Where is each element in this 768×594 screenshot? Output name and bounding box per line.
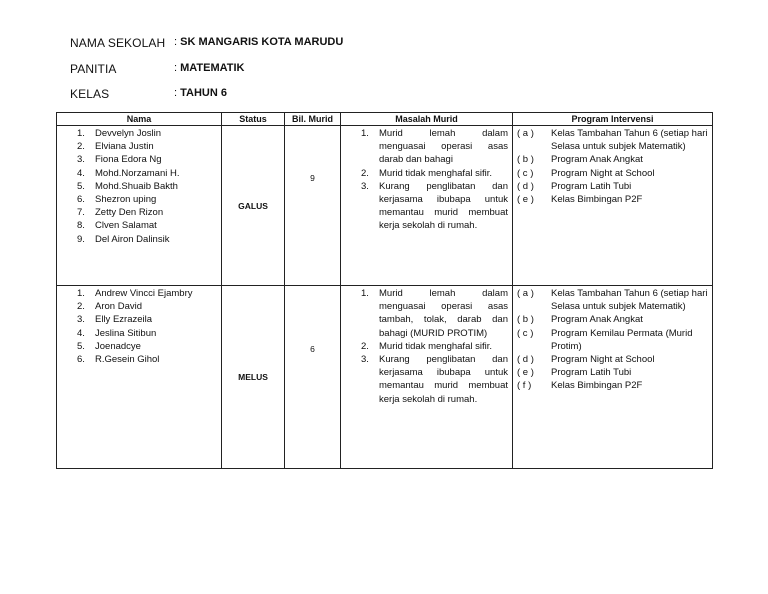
program-item [513, 153, 712, 166]
student-name: Elviana Justin [95, 141, 154, 153]
list-number: 1. [77, 128, 85, 139]
student-name: Devvelyn Joslin [95, 128, 161, 139]
list-number: 4. [77, 327, 85, 339]
count-cell: 9 [285, 126, 341, 286]
student-name: Joenadcye [95, 340, 141, 352]
list-number: 3. [361, 354, 369, 366]
class-label: KELAS [70, 87, 110, 101]
program-text: Program Night at School [551, 167, 655, 179]
program-text: Program Anak Angkat [551, 314, 643, 326]
list-number: 9. [77, 233, 85, 245]
student-name-item [57, 327, 221, 340]
student-name: Del Airon Dalinsik [95, 233, 170, 245]
student-name-item [57, 153, 221, 166]
program-text: Program Latih Tubi [551, 180, 632, 192]
list-number: 2. [361, 340, 369, 352]
program-item [513, 366, 712, 379]
problem-item [341, 353, 512, 406]
student-name-item [57, 180, 221, 193]
list-number: 2. [77, 141, 85, 153]
student-name-item [57, 353, 221, 366]
problem-text: Murid tidak menghafal sifir. [379, 340, 492, 352]
list-number: 1. [361, 128, 369, 139]
problem-item [341, 167, 512, 180]
list-number: 5. [77, 180, 85, 192]
problem-text: Murid tidak menghafal sifir. [379, 167, 492, 179]
student-name: Mohd.Shuaib Bakth [95, 180, 178, 192]
program-key: ( a ) [517, 288, 534, 299]
problem-item [341, 180, 512, 233]
program-text: Program Anak Angkat [551, 154, 643, 166]
col-bil-murid: Bil. Murid [285, 113, 341, 126]
col-nama: Nama [57, 113, 222, 126]
list-number: 7. [77, 207, 85, 219]
student-name: Aron David [95, 301, 142, 313]
student-name: Zetty Den Rizon [95, 207, 164, 219]
problem-item [341, 340, 512, 353]
student-name: Shezron uping [95, 194, 157, 206]
program-key: ( c ) [517, 167, 534, 179]
program-text: Program Night at School [551, 354, 655, 366]
student-name-item [57, 193, 221, 206]
table-row [57, 126, 713, 286]
list-number: 8. [77, 220, 85, 232]
student-name-item [57, 140, 221, 153]
student-name-item [57, 167, 221, 180]
program-text: Program Kemilau Permata (Murid Protim) [551, 327, 693, 352]
panel-label: PANITIA [70, 62, 117, 76]
program-key: ( d ) [517, 354, 534, 366]
program-key: ( e ) [517, 367, 534, 379]
problem-item [341, 287, 512, 340]
program-key: ( b ) [517, 314, 534, 326]
student-name: R.Gesein Gihol [95, 354, 160, 366]
student-name: Clven Salamat [95, 220, 157, 232]
problem-text: Kurang penglibatan dan kerjasama ibubapa untuk memantau murid membuat kerja sekolah di rumah. [379, 180, 508, 232]
list-number: 1. [77, 288, 85, 299]
intervention-table [56, 112, 713, 469]
list-number: 6. [77, 354, 85, 366]
col-masalah-murid: Masalah Murid [341, 113, 513, 126]
program-item [513, 353, 712, 366]
col-program-intervensi: Program Intervensi [513, 113, 713, 126]
problem-text: Murid lemah dalam menguasai operasi asas tambah, tolak, darab dan bahagi (MURID PROTIM) [379, 288, 508, 339]
school-label: NAMA SEKOLAH [70, 36, 166, 50]
student-name-item [57, 287, 221, 300]
program-item [513, 167, 712, 180]
program-item [513, 379, 712, 392]
school-value: : SK MANGARIS KOTA MARUDU [174, 36, 344, 48]
list-number: 2. [77, 301, 85, 313]
program-key: ( e ) [517, 194, 534, 206]
programs-cell [513, 286, 713, 469]
names-cell [57, 126, 222, 286]
program-text: Kelas Bimbingan P2F [551, 380, 643, 392]
list-number: 3. [77, 154, 85, 166]
list-number: 5. [77, 340, 85, 352]
student-name-item [57, 300, 221, 313]
program-text: Kelas Bimbingan P2F [551, 194, 643, 206]
student-name-item [57, 206, 221, 219]
program-key: ( f ) [517, 380, 532, 392]
program-text: Program Latih Tubi [551, 367, 632, 379]
table-header-row [57, 113, 713, 126]
problems-cell [341, 286, 513, 469]
student-name: Elly Ezrazeila [95, 314, 153, 326]
student-name: Jeslina Sitibun [95, 327, 157, 339]
list-number: 6. [77, 194, 85, 206]
program-text: Kelas Tambahan Tahun 6 (setiap hari Selasa untuk subjek Matematik) [551, 128, 708, 153]
student-name-item [57, 340, 221, 353]
table-row [57, 286, 713, 469]
program-item [513, 287, 712, 313]
program-item [513, 127, 712, 153]
student-name-item [57, 233, 221, 246]
program-item [513, 193, 712, 206]
problem-text: Murid lemah dalam menguasai operasi asas darab dan bahagi [379, 128, 508, 166]
program-item [513, 327, 712, 353]
problem-item [341, 127, 512, 167]
program-text: Kelas Tambahan Tahun 6 (setiap hari Selasa untuk subjek Matematik) [551, 288, 708, 313]
program-item [513, 180, 712, 193]
status-cell: MELUS [222, 286, 285, 469]
panel-value: : MATEMATIK [174, 62, 245, 74]
names-cell [57, 286, 222, 469]
programs-cell [513, 126, 713, 286]
student-name-item [57, 127, 221, 140]
count-cell: 6 [285, 286, 341, 469]
col-status: Status [222, 113, 285, 126]
list-number: 3. [361, 180, 369, 192]
program-key: ( d ) [517, 180, 534, 192]
student-name: Mohd.Norzamani H. [95, 167, 180, 179]
list-number: 3. [77, 314, 85, 326]
class-value: : TAHUN 6 [174, 87, 227, 99]
list-number: 1. [361, 288, 369, 299]
student-name: Andrew Vincci Ejambry [95, 288, 193, 299]
program-item [513, 313, 712, 326]
student-name-item [57, 313, 221, 326]
status-cell: GALUS [222, 126, 285, 286]
problems-cell [341, 126, 513, 286]
student-name: Fiona Edora Ng [95, 154, 162, 166]
program-key: ( a ) [517, 128, 534, 139]
student-name-item [57, 219, 221, 232]
program-key: ( b ) [517, 154, 534, 166]
list-number: 2. [361, 167, 369, 179]
problem-text: Kurang penglibatan dan kerjasama ibubapa untuk memantau murid membuat kerja sekolah di rumah. [379, 354, 508, 405]
list-number: 4. [77, 167, 85, 179]
program-key: ( c ) [517, 327, 534, 339]
